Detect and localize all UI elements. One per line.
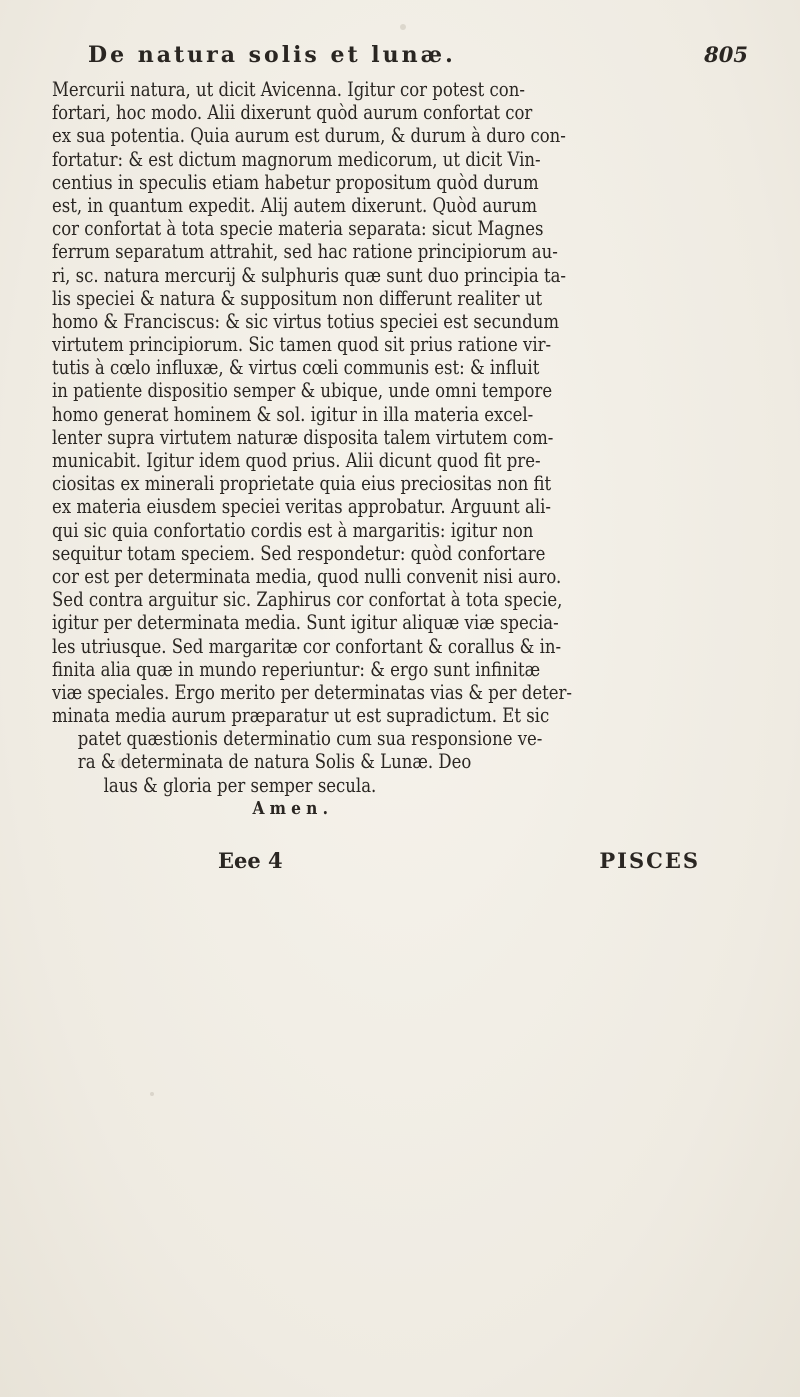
closing-amen: Amen. xyxy=(252,797,334,819)
text-line: homo generat hominem & sol. igitur in illa materia excel- xyxy=(52,402,534,426)
text-line: lis speciei & natura & suppositum non differunt realiter ut xyxy=(52,286,543,310)
text-line: ex sua potentia. Quia aurum est durum, & durum à duro con- xyxy=(52,124,566,148)
text-line: ferrum separatum attrahit, sed hac ratione principiorum au- xyxy=(52,240,558,264)
text-line: igitur per determinata media. Sunt igitur aliquæ viæ specia- xyxy=(52,611,559,635)
text-line: homo & Franciscus: & sic virtus totius speciei est secundum xyxy=(52,309,559,333)
text-line: virtutem principiorum. Sic tamen quod sit prius ratione vir- xyxy=(52,333,552,357)
text-line: cor confortat à tota specie materia separata: sicut Magnes xyxy=(52,217,544,241)
text-line: lenter supra virtutem naturæ disposita talem virtutem com- xyxy=(52,425,554,449)
text-line: centius in speculis etiam habetur propositum quòd durum xyxy=(52,170,539,194)
paper-stain xyxy=(150,1092,154,1096)
text-line: Sed contra arguitur sic. Zaphirus cor confortat à tota specie, xyxy=(52,588,563,612)
text-line: est, in quantum expedit. Alij autem dixerunt. Quòd aurum xyxy=(52,193,537,217)
text-line: sequitur totam speciem. Sed respondetur: quòd confortare xyxy=(52,541,546,565)
running-head: De natura solis et lunæ. xyxy=(88,42,456,68)
paper-stain xyxy=(400,24,406,30)
catchword: PISCES xyxy=(599,848,700,873)
page-number: 805 xyxy=(704,42,748,67)
page-header xyxy=(88,42,748,68)
text-line: minata media aurum præparatur ut est supradictum. Et sic xyxy=(52,704,550,728)
text-line: fortatur: & est dictum magnorum medicorum, ut dicit Vin- xyxy=(52,147,541,171)
body-text xyxy=(52,78,772,820)
text-line: les utriusque. Sed margaritæ cor confortant & corallus & in- xyxy=(52,634,562,658)
signature-mark: Eee 4 xyxy=(218,848,283,873)
text-line: tutis à cœlo influxæ, & virtus cœli communis est: & influit xyxy=(52,356,540,380)
text-line: ex materia eiusdem speciei veritas approbatur. Arguunt ali- xyxy=(52,495,551,519)
text-line: laus & gloria per semper secula. xyxy=(103,773,377,797)
text-line: patet quæstionis determinatio cum sua responsione ve- xyxy=(77,727,543,751)
page-footer xyxy=(218,848,700,873)
text-line: Mercurii natura, ut dicit Avicenna. Igitur cor potest con- xyxy=(52,78,525,101)
text-line: fortari, hoc modo. Alii dixerunt quòd aurum confortat cor xyxy=(52,101,533,125)
text-line: municabit. Igitur idem quod prius. Alii dicunt quod fit pre- xyxy=(52,449,541,472)
text-line: ri, sc. natura mercurij & sulphuris quæ sunt duo principia ta- xyxy=(52,263,567,287)
text-line: ra & determinata de natura Solis & Lunæ. Deo xyxy=(77,750,472,774)
text-line: in patiente dispositio semper & ubique, unde omni tempore xyxy=(52,379,553,403)
text-line: ciositas ex minerali proprietate quia eius preciositas non fit xyxy=(52,472,552,496)
text-line: qui sic quia confortatio cordis est à margaritis: igitur non xyxy=(52,518,534,542)
text-line: finita alia quæ in mundo reperiuntur: & ergo sunt infinitæ xyxy=(52,657,541,681)
text-line: viæ speciales. Ergo merito per determinatas vias & per deter- xyxy=(52,680,572,704)
text-line: cor est per determinata media, quod nulli convenit nisi auro. xyxy=(52,564,562,588)
